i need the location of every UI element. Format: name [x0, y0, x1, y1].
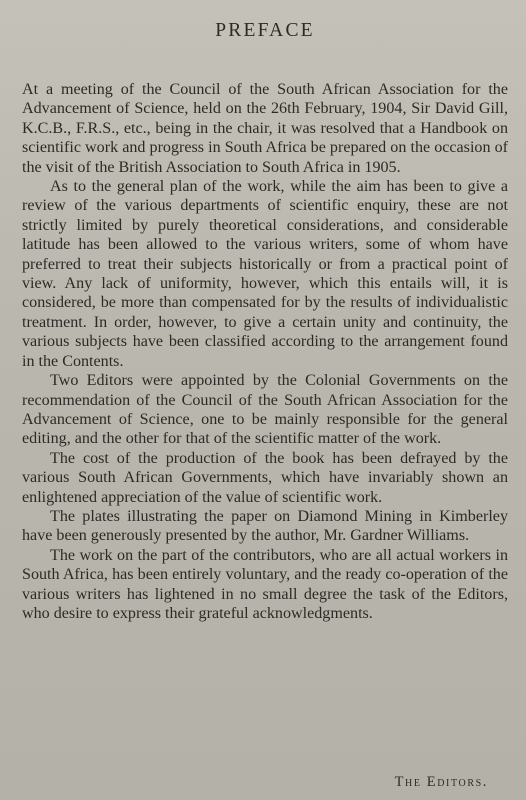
paragraph-meeting: At a meeting of the Council of the South African Association for the Advancement of Science, held on the 26th February, 1904, Sir David Gill, K.C.B., F.R.S., etc., being in the chair, it was resolved that a Handbook on scientific work and progress in South Africa be prepared on the occasion of the visit of the British Association to South Africa in 1905. — [22, 81, 508, 176]
paragraph-editors: Two Editors were appointed by the Colonial Governments on the recommendation of the Council of the South African Association for the Advancement of Science, one to be mainly responsible for the general editing, and the other for that of the scientific matter of the work. — [22, 372, 508, 448]
preface-body — [22, 80, 508, 623]
paragraph-plates: The plates illustrating the paper on Diamond Mining in Kimberley have been generously presented by the author, Mr. Gardner Williams. — [22, 507, 508, 545]
paragraph-contributors: The work on the part of the contributors, who are all actual workers in South Africa, has been entirely voluntary, and the ready co-operation of the various writers has lightened in no small degree the task of the Editors, who desire to express their grateful acknowledgments. — [22, 546, 508, 622]
paragraph-cost: The cost of the production of the book has been defrayed by the various South African Governments, which have invariably shown an enlightened appreciation of the value of scientific work. — [22, 449, 508, 506]
editors-signature: The Editors. — [394, 774, 488, 790]
paragraph-general-plan: As to the general plan of the work, while the aim has been to give a review of the various departments of scientific enquiry, these are not strictly limited by purely theoretical considerations, and considerable latitude has been allowed to the various writers, some of whom have preferred to treat their subjects historically or from a practical point of view. Any lack of uniformity, however, which this entails will, it is considered, be more than compensated for by the results of individualistic treatment. In order, however, to give a certain unity and continuity, the various subjects have been classified according to the arrangement found in the Contents. — [22, 178, 508, 370]
page-title: PREFACE — [215, 20, 315, 41]
